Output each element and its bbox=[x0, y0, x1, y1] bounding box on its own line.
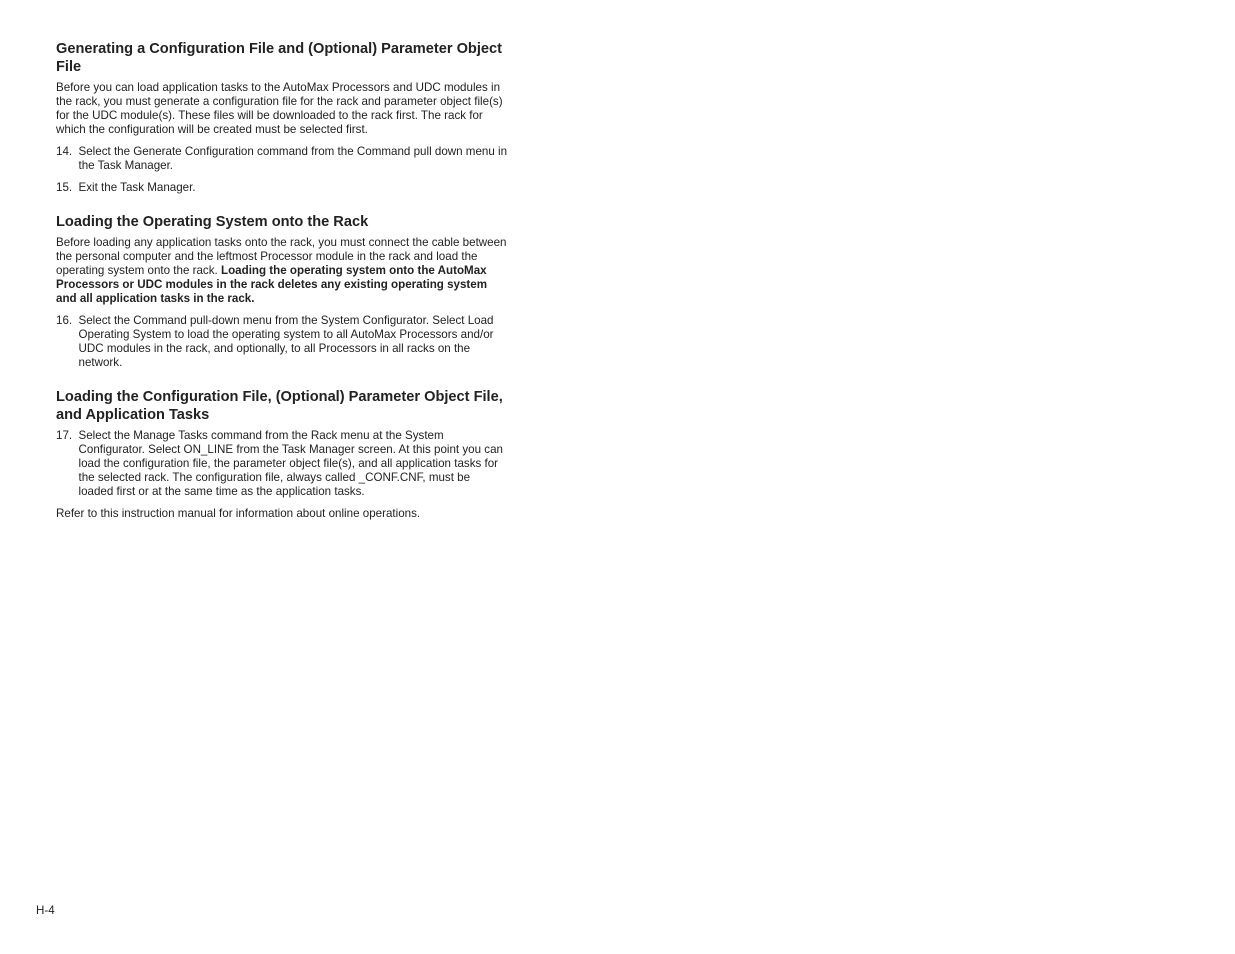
step-15 bbox=[56, 181, 508, 195]
section-heading-loading-config: Loading the Configuration File, (Optional) Parameter Object File, and Application Tasks bbox=[56, 389, 503, 423]
step-number: 15. bbox=[56, 181, 73, 194]
step-text: Exit the Task Manager. bbox=[78, 181, 196, 194]
step-text: Select the Command pull-down menu from the System Configurator. Select Load Operating System to load the operating system to all AutoMax Processors and/or UDC modules in the rack, and optionally, to all Processors in all racks on the network. bbox=[78, 314, 494, 369]
step-17 bbox=[56, 429, 508, 499]
section-heading-generating-config: Generating a Configuration File and (Optional) Parameter Object File bbox=[56, 41, 502, 75]
step-16 bbox=[56, 314, 508, 370]
step-text: Select the Generate Configuration command from the Command pull down menu in the Task Manager. bbox=[78, 145, 508, 172]
step-number: 17. bbox=[56, 429, 73, 442]
step-number: 16. bbox=[56, 314, 73, 327]
closing-note: Refer to this instruction manual for information about online operations. bbox=[56, 507, 421, 520]
step-text: Select the Manage Tasks command from the Rack menu at the System Configurator. Select ON_LINE from the Task Manager screen. At this point you can load the configuration file, the parameter object file(s), and all application tasks for the selected rack. The configuration file, always called _CONF.CNF, must be loaded first or at the same time as the application tasks. bbox=[78, 429, 503, 498]
section-intro-generating-config: Before you can load application tasks to the AutoMax Processors and UDC modules in the rack, you must generate a configuration file for the rack and parameter object file(s) for the UDC module(s). These files will be downloaded to the rack first. The rack for which the configuration will be created must be selected first. bbox=[56, 81, 503, 136]
section-intro-loading-os bbox=[56, 236, 508, 306]
step-number: 14. bbox=[56, 145, 73, 158]
intro-text: Before loading any application tasks onto the rack, you must connect the cable between the personal computer and the leftmost Processor module in the rack and load the operating system onto the rack. bbox=[56, 236, 507, 277]
section-heading-loading-os: Loading the Operating System onto the Rack bbox=[56, 214, 369, 230]
step-14 bbox=[56, 145, 508, 173]
main-column bbox=[56, 40, 508, 521]
page-number: H-4 bbox=[36, 904, 55, 917]
warning-text: Loading the operating system onto the AutoMax Processors or UDC modules in the rack deletes any existing operating system and all application tasks in the rack. bbox=[56, 264, 488, 305]
